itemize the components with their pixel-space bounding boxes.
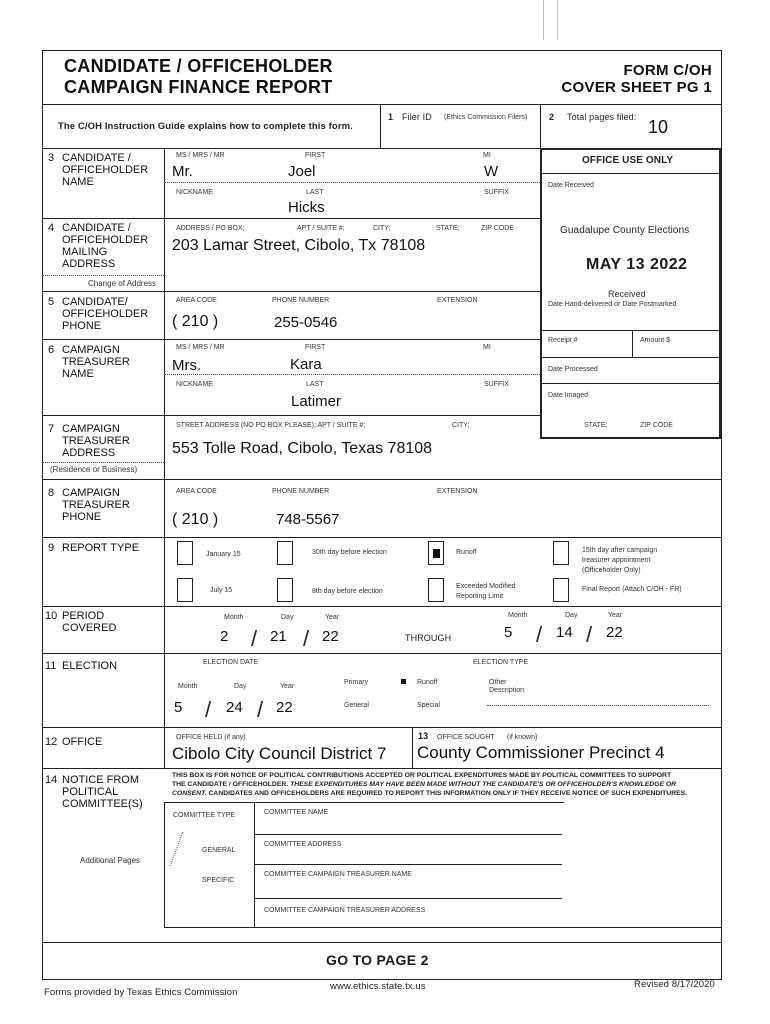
election-year-value[interactable]: 22 (276, 699, 293, 716)
sec8-phone-label: PHONE NUMBER (272, 488, 330, 495)
sec5-area-label: AREA CODE (176, 297, 217, 304)
sec10-num: 10 (45, 610, 58, 622)
8th-day-label: 8th day before election (312, 588, 383, 595)
notice-line-2b: THESE EXPENDITURES MAY HAVE BEEN MADE WITHOUT THE CANDIDATE'S OR OFFICEHOLDER'S KNOWLEDGE OR (290, 781, 677, 788)
ethics-url[interactable]: www.ethics.state.tx.us (330, 981, 426, 992)
checkbox-committee-general[interactable] (170, 832, 198, 866)
header-divider (42, 104, 722, 105)
sec8-phone-value[interactable]: 748-5567 (276, 511, 340, 528)
residence-or-business: (Residence or Business) (50, 465, 138, 474)
sec6-prefix-label: MS / MRS / MR (176, 344, 225, 351)
sec6-label: CAMPAIGN TREASURER NAME (62, 344, 130, 380)
to-day-value[interactable]: 14 (556, 624, 573, 641)
checkbox-exceeded-limit[interactable] (428, 578, 444, 602)
sec4-zip-label: ZIP CODE (481, 225, 514, 232)
sec12-num: 12 (45, 736, 58, 748)
election-year-label: Year (280, 683, 295, 690)
stamp-received: Received (608, 289, 646, 299)
january-15-label: January 15 (206, 551, 241, 558)
office-use-title: OFFICE USE ONLY (582, 155, 674, 166)
checkbox-final-report[interactable] (553, 578, 569, 602)
total-pages-num: 2 (549, 112, 555, 122)
sec3-first-label: FIRST (305, 152, 326, 159)
sec6-mi-label: MI (483, 344, 491, 351)
sec9-num: 9 (48, 542, 55, 554)
general-label: General (344, 702, 369, 709)
sec3-first-value[interactable]: Joel (288, 163, 316, 180)
sec4-apt-label: APT / SUITE #; (297, 225, 345, 232)
sec3-suffix-label: SUFFIX (484, 189, 509, 196)
sec6-last-label: LAST (306, 381, 324, 388)
form-title-line1: CANDIDATE / OFFICEHOLDER (64, 56, 333, 76)
through-label: THROUGH (405, 633, 452, 643)
sec3-prefix-label: MS / MRS / MR (176, 152, 225, 159)
other-label-1: Other (489, 679, 507, 686)
sec6-first-label: FIRST (305, 344, 326, 351)
stamp-date: MAY 13 2022 (586, 256, 688, 273)
election-date-label: ELECTION DATE (203, 659, 259, 666)
sec4-label: CANDIDATE / OFFICEHOLDER MAILING ADDRESS (62, 222, 149, 270)
sec11-num: 11 (45, 660, 57, 672)
election-day-label: Day (234, 683, 247, 690)
office-sought-value[interactable]: County Commissioner Precinct 4 (417, 743, 665, 762)
date-received-label: Date Received (548, 182, 594, 189)
election-month-value[interactable]: 5 (174, 699, 183, 716)
filer-id-note: (Ethics Commission Filers) (444, 114, 528, 121)
checkbox-july-15[interactable] (177, 578, 193, 602)
sec8-num: 8 (48, 487, 55, 499)
sec3-mi-label: MI (483, 152, 491, 159)
other-label-2: Description (489, 687, 525, 694)
from-day-label: Day (281, 614, 294, 621)
date-processed-label: Date Processed (548, 366, 598, 373)
office-held-value[interactable]: Cibolo City Council District 7 (172, 744, 387, 763)
to-month-label: Month (508, 612, 528, 619)
to-year-value[interactable]: 22 (606, 624, 623, 641)
notice-line-3b: CANDIDATES AND OFFICEHOLDERS ARE REQUIRED TO REPORT THIS INFORMATION ONLY IF THEY RECEIVE NOTICE OF SUCH EXPENDITURES. (206, 790, 688, 797)
committee-treasurer-address-label: COMMITTEE CAMPAIGN TREASURER ADDRESS (264, 907, 426, 914)
to-year-label: Year (608, 612, 623, 619)
checkbox-runoff[interactable] (428, 541, 444, 565)
final-report-label: Final Report (Attach C/OH - FR) (582, 586, 682, 593)
form-number: FORM C/OH (623, 62, 712, 79)
sec4-num: 4 (48, 222, 55, 234)
notice-line-1: THIS BOX IS FOR NOTICE OF POLITICAL CONTRIBUTIONS ACCEPTED OR POLITICAL EXPENDITURES MADE BY POLITICAL COMMITTEES TO SUPPORT (172, 772, 672, 779)
special-label: Special (417, 702, 440, 709)
sec7-label: CAMPAIGN TREASURER ADDRESS (62, 423, 130, 459)
sec11-label: ELECTION (62, 660, 118, 672)
filer-id-label: Filer ID (402, 112, 432, 122)
runoff-marker[interactable] (401, 679, 406, 684)
office-sought-note: (if known) (507, 734, 538, 741)
receipt-label: Receipt # (548, 337, 578, 344)
committee-specific-label: SPECIFIC (202, 877, 235, 884)
sec14-num: 14 (45, 774, 58, 786)
frame-bottom (42, 979, 722, 980)
to-day-label: Day (565, 612, 578, 619)
office-sought-label: OFFICE SOUGHT (437, 734, 495, 741)
sec7-city-label: CITY; (452, 422, 470, 429)
sec4-state-label: STATE; (436, 225, 460, 232)
from-year-label: Year (325, 614, 340, 621)
sec4-address-label: ADDRESS / PO BOX; (176, 225, 245, 232)
sec4-address-value[interactable]: 203 Lamar Street, Cibolo, Tx 78108 (172, 237, 426, 254)
notice-text (172, 771, 717, 798)
office-held-label: OFFICE HELD (if any) (176, 734, 246, 741)
checkbox-15th-day[interactable] (553, 541, 569, 565)
from-month-value[interactable]: 2 (220, 628, 229, 645)
checkbox-8th-day[interactable] (277, 578, 293, 602)
july-15-label: July 15 (210, 587, 233, 594)
committee-name-label: COMMITTEE NAME (264, 809, 329, 816)
election-type-label: ELECTION TYPE (473, 659, 529, 666)
sec6-prefix-value[interactable]: Mrs. (172, 357, 202, 374)
revised-date: Revised 8/17/2020 (634, 979, 715, 990)
frame-left (42, 50, 43, 980)
checkbox-30th-day[interactable] (277, 541, 293, 565)
sec3-label: CANDIDATE / OFFICEHOLDER NAME (62, 152, 149, 188)
15th-day-label-1: 15th day after campaign (582, 547, 658, 554)
sec5-phone-label: PHONE NUMBER (272, 297, 330, 304)
sec3-nickname-label: NICKNAME (176, 189, 213, 196)
from-month-label: Month (224, 614, 244, 621)
sec6-num: 6 (48, 344, 55, 356)
sec7-num: 7 (48, 423, 55, 435)
stamp-county: Guadalupe County Elections (560, 225, 690, 236)
sec7-street-label: STREET ADDRESS (NO PO BOX PLEASE); APT / SUITE #; (176, 422, 366, 429)
election-month-label: Month (178, 683, 198, 690)
15th-day-label-2: treasurer appointment (582, 557, 651, 564)
instruction-text: The C/OH Instruction Guide explains how to complete this form. (58, 121, 353, 132)
form-title-line2: CAMPAIGN FINANCE REPORT (64, 77, 333, 97)
frame-right (721, 50, 722, 980)
sec9-label: REPORT TYPE (62, 542, 140, 554)
change-of-address: Change of Address (88, 279, 157, 288)
sec6-last-value[interactable]: Latimer (291, 393, 342, 410)
committee-type-label: COMMITTEE TYPE (173, 812, 236, 819)
sec8-ext-label: EXTENSION (437, 488, 478, 495)
15th-day-label-3: (Officeholder Only) (582, 567, 641, 574)
to-month-value[interactable]: 5 (504, 624, 513, 641)
total-pages-value[interactable]: 10 (648, 117, 669, 137)
notice-line-3a: CONSENT. (172, 790, 207, 797)
sec13-num: 13 (418, 731, 429, 741)
exceeded-label-2: Reporting Limit (456, 593, 504, 600)
runoff-type-label: Runoff (417, 679, 438, 686)
exceeded-label-1: Exceeded Modified (456, 583, 516, 590)
sec3-last-label: LAST (306, 189, 324, 196)
go-to-page-2[interactable]: GO TO PAGE 2 (326, 952, 429, 968)
sec4-city-label: CITY; (373, 225, 391, 232)
election-day-value[interactable]: 24 (226, 699, 243, 716)
sec5-phone-value[interactable]: 255-0546 (274, 314, 338, 331)
sec3-last-value[interactable]: Hicks (288, 199, 325, 216)
form-page: COVER SHEET PG 1 (561, 79, 712, 96)
sec3-num: 3 (48, 152, 55, 164)
additional-pages-label: Additional Pages (80, 856, 141, 865)
runoff-label: Runoff (456, 549, 477, 556)
primary-label: Primary (344, 679, 369, 686)
notice-line-2a: THE CANDIDATE / OFFICEHOLDER. (172, 781, 291, 788)
sec6-first-value[interactable]: Kara (290, 356, 322, 373)
sec8-label: CAMPAIGN TREASURER PHONE (62, 487, 130, 523)
filer-id-num: 1 (388, 112, 394, 122)
sec8-area-value[interactable]: ( 210 ) (172, 511, 219, 528)
committee-general-label: GENERAL (202, 847, 236, 854)
checkbox-january-15[interactable] (177, 541, 193, 565)
date-imaged-label: Date Imaged (548, 392, 589, 399)
from-year-value[interactable]: 22 (322, 628, 339, 645)
frame-top (42, 50, 722, 51)
sec7-zip-label: ZIP CODE (640, 422, 673, 429)
total-pages-label: Total pages filed: (567, 112, 637, 122)
sec10-label: PERIOD COVERED (62, 610, 117, 634)
sec5-label: CANDIDATE/ OFFICEHOLDER PHONE (62, 296, 149, 332)
hand-delivered-label: Date Hand-delivered or Date Postmarked (548, 301, 677, 308)
sec3-mi-value[interactable]: W (484, 163, 499, 180)
amount-label: Amount $ (640, 337, 670, 344)
committee-address-label: COMMITTEE ADDRESS (264, 841, 342, 848)
sec5-num: 5 (48, 296, 55, 308)
filer-id-field[interactable] (386, 124, 536, 146)
sec14-label: NOTICE FROM POLITICAL COMMITTEE(S) (62, 774, 143, 810)
sec6-suffix-label: SUFFIX (484, 381, 509, 388)
sec8-area-label: AREA CODE (176, 488, 217, 495)
sec7-state-label: STATE; (584, 422, 608, 429)
sec12-label: OFFICE (62, 736, 103, 748)
sec5-ext-label: EXTENSION (437, 297, 478, 304)
from-day-value[interactable]: 21 (270, 628, 287, 645)
label-column-divider (164, 148, 165, 768)
sec5-area-value[interactable]: ( 210 ) (172, 313, 219, 330)
committee-treasurer-name-label: COMMITTEE CAMPAIGN TREASURER NAME (264, 871, 412, 878)
sec3-prefix-value[interactable]: Mr. (172, 163, 193, 180)
sec6-nickname-label: NICKNAME (176, 381, 213, 388)
forms-provided: Forms provided by Texas Ethics Commission (44, 987, 238, 998)
sec7-address-value[interactable]: 553 Tolle Road, Cibolo, Texas 78108 (172, 440, 433, 457)
30th-day-label: 30th day before election (312, 549, 387, 556)
